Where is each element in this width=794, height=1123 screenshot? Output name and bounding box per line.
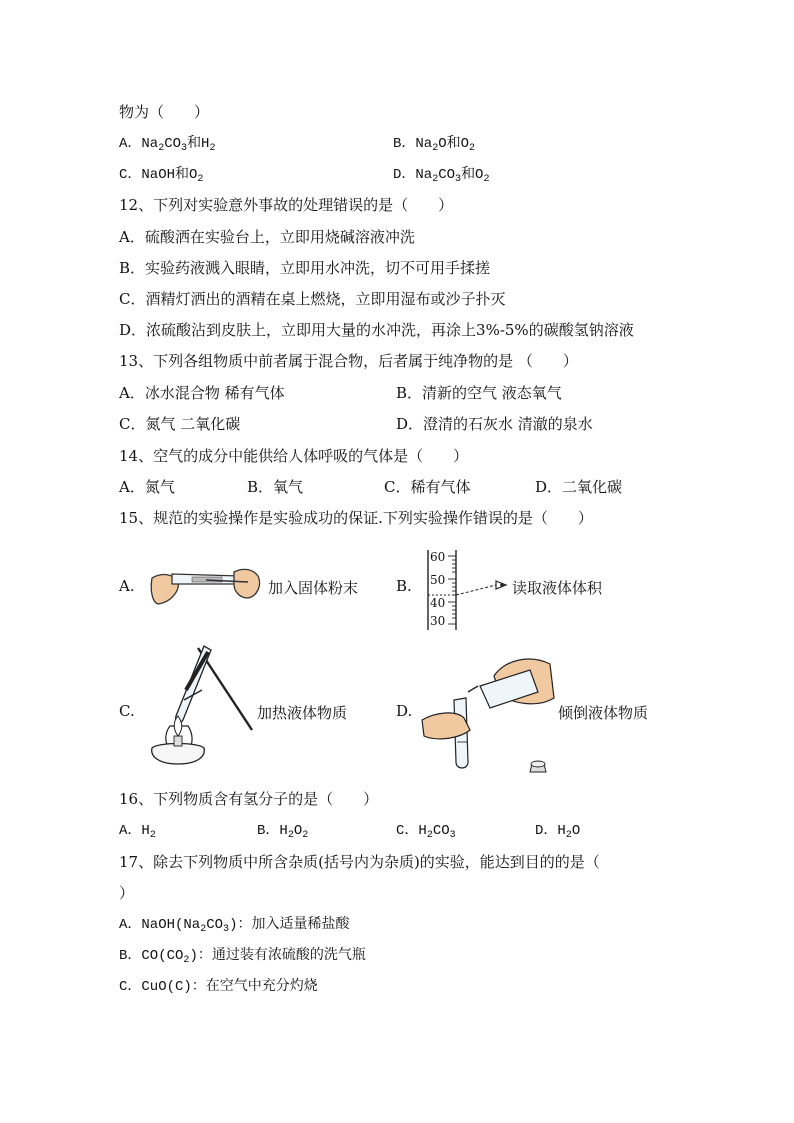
q15-caption-c: 加热液体物质 — [257, 704, 348, 722]
q11-option-b — [393, 134, 475, 154]
q14-option-a: A．氮气 — [119, 478, 175, 496]
cylinder-tick-60: 60 — [430, 550, 446, 564]
formula-subscript: 2 — [200, 924, 207, 935]
q15-stem: 15、规范的实验操作是实验成功的保证.下列实验操作错误的是（ ） — [119, 509, 593, 527]
q11-option-c — [119, 165, 203, 185]
q13-stem: 13、下列各组物质中前者属于混合物，后者属于纯净物的是 （ ） — [119, 352, 578, 370]
formula-subscript: 2 — [197, 174, 204, 185]
formula-text: Na — [415, 167, 433, 183]
q15-caption-b: 读取液体体积 — [512, 579, 603, 597]
option-letter: A． — [119, 823, 142, 839]
formula-text: )：通过装有浓硫酸的洗气瓶 — [189, 948, 366, 964]
q15-label-d: D. — [396, 702, 413, 720]
formula-text: H — [557, 823, 566, 839]
q17-stem-line2: ） — [119, 884, 135, 902]
formula-text: Na — [141, 136, 159, 152]
formula-subscript: 2 — [149, 830, 156, 841]
q16-option-d — [535, 821, 580, 841]
formula-text: CO — [206, 917, 224, 933]
formula-subscript: 3 — [455, 174, 462, 185]
option-letter: D． — [535, 823, 558, 839]
formula-subscript: 2 — [432, 174, 439, 185]
formula-subscript: 2 — [565, 830, 572, 841]
formula-text: )：加入适量稀盐酸 — [229, 917, 350, 933]
formula-subscript: 2 — [183, 955, 190, 966]
q14-option-c: C．稀有气体 — [384, 478, 471, 496]
option-letter: C． — [119, 167, 142, 183]
q12-option-d: D．浓硫酸沾到皮肤上，立即用大量的水冲洗，再涂上3%-5%的碳酸氢钠溶液 — [119, 321, 634, 339]
q13-option-c: C．氮气 二氧化碳 — [119, 415, 241, 433]
q16-stem: 16、下列物质含有氢分子的是（ ） — [119, 790, 379, 808]
q14-stem: 14、空气的成分中能供给人体呼吸的气体是（ ） — [119, 447, 469, 465]
q13-option-b: B．清新的空气 液态氧气 — [396, 384, 562, 402]
pouring-liquid-illustration — [420, 646, 560, 774]
q11-option-d — [393, 165, 489, 185]
q12-option-a: A．硫酸洒在实验台上，立即用烧碱溶液冲洗 — [119, 228, 415, 246]
cylinder-tick-30: 30 — [430, 614, 446, 628]
formula-text: Na — [415, 136, 433, 152]
formula-subscript: 3 — [181, 143, 188, 154]
formula-text: H — [418, 823, 427, 839]
formula-text: C．CuO(C)：在空气中充分灼烧 — [119, 979, 318, 995]
q13-option-d: D．澄清的石灰水 清澈的泉水 — [396, 415, 593, 433]
q15-caption-d: 倾倒液体物质 — [558, 704, 649, 722]
option-letter: D． — [393, 167, 416, 183]
option-letter: B． — [257, 823, 280, 839]
q17-option-c — [119, 977, 318, 997]
q17-stem-line1: 17、除去下列物质中所含杂质(括号内为杂质)的实验，能达到目的的是（ — [119, 853, 600, 871]
q11-option-a — [119, 134, 215, 154]
q11-stem-tail: 物为（ ） — [119, 103, 210, 121]
formula-subscript: 3 — [449, 830, 456, 841]
q15-label-b: B. — [396, 577, 412, 595]
test-tube-powder-illustration — [148, 562, 266, 610]
alcohol-lamp-heating-illustration — [148, 632, 258, 766]
q13-option-a: A．冰水混合物 稀有气体 — [119, 384, 285, 402]
formula-text: NaOH和O — [141, 167, 198, 183]
q17-option-a — [119, 915, 349, 935]
q16-option-a — [119, 821, 156, 841]
option-letter: A． — [119, 136, 142, 152]
formula-text: O — [293, 823, 303, 839]
formula-text: 和H — [187, 136, 210, 152]
q15-label-a: A. — [119, 577, 135, 595]
cylinder-tick-40: 40 — [430, 596, 446, 610]
q15-label-c: C. — [119, 702, 135, 720]
formula-text: O — [571, 823, 581, 839]
formula-text: CO — [438, 167, 456, 183]
formula-subscript: 2 — [432, 143, 439, 154]
option-letter: C． — [396, 823, 419, 839]
formula-text: H — [141, 823, 150, 839]
q12-option-b: B．实验药液溅入眼睛，立即用水冲洗，切不可用手揉搓 — [119, 259, 491, 277]
cylinder-tick-50: 50 — [430, 573, 446, 587]
option-letter: B． — [393, 136, 416, 152]
formula-subscript: 2 — [287, 830, 294, 841]
formula-text: CO — [164, 136, 182, 152]
q14-option-d: D．二氧化碳 — [535, 478, 623, 496]
q16-option-b — [257, 821, 308, 841]
q12-option-c: C．酒精灯洒出的酒精在桌上燃烧，立即用湿布或沙子扑灭 — [119, 290, 506, 308]
formula-subscript: 2 — [158, 143, 165, 154]
q15-caption-a: 加入固体粉末 — [268, 579, 359, 597]
formula-subscript: 2 — [209, 143, 216, 154]
formula-subscript: 2 — [469, 143, 476, 154]
formula-text: 和O — [461, 167, 484, 183]
formula-subscript: 2 — [483, 174, 490, 185]
formula-subscript: 2 — [302, 830, 309, 841]
formula-text: H — [279, 823, 288, 839]
formula-text: A．NaOH(Na — [119, 917, 201, 933]
formula-subscript: 2 — [426, 830, 433, 841]
q16-option-c — [396, 821, 456, 841]
formula-text: B．CO(CO — [119, 948, 184, 964]
q17-option-b — [119, 946, 366, 966]
formula-text: CO — [432, 823, 450, 839]
formula-subscript: 3 — [223, 924, 230, 935]
q14-option-b: B．氧气 — [247, 478, 304, 496]
q12-stem: 12、下列对实验意外事故的处理错误的是（ ） — [119, 196, 454, 214]
formula-text: O和O — [438, 136, 470, 152]
